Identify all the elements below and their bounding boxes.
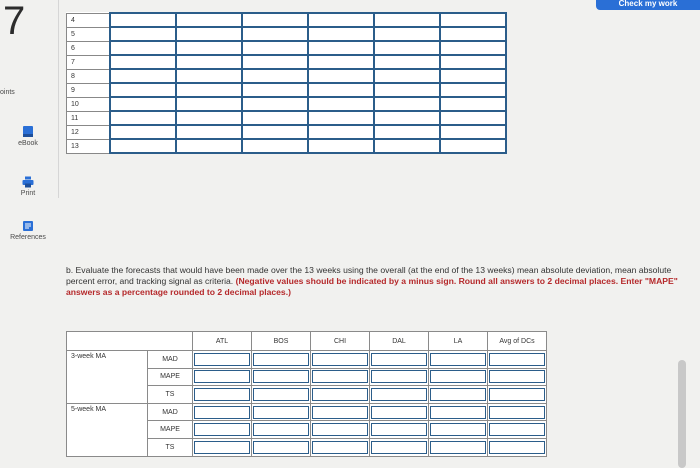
forecast-input-cell[interactable] [440, 111, 506, 125]
answer-cell [311, 403, 370, 421]
answer-input[interactable] [430, 441, 486, 454]
forecast-input-cell[interactable] [308, 125, 374, 139]
forecast-input-cell[interactable] [242, 13, 308, 27]
answer-input[interactable] [312, 441, 368, 454]
column-header: DAL [370, 332, 429, 351]
metric-label: TS [148, 438, 193, 456]
forecast-input-cell[interactable] [374, 27, 440, 41]
forecast-input-cell[interactable] [242, 111, 308, 125]
table-row [67, 69, 507, 83]
column-header: Avg of DCs [488, 332, 547, 351]
forecast-input-cell[interactable] [440, 41, 506, 55]
answer-input[interactable] [489, 388, 545, 401]
forecast-input-cell[interactable] [440, 97, 506, 111]
answer-cell [370, 368, 429, 386]
week-number: 4 [67, 13, 111, 27]
week-number: 6 [67, 41, 111, 55]
answer-cell [311, 386, 370, 404]
method-label: 3-week MA [67, 351, 148, 404]
forecast-input-cell[interactable] [374, 139, 440, 153]
answer-input[interactable] [253, 353, 309, 366]
answer-cell [488, 386, 547, 404]
table-row [67, 27, 507, 41]
column-header: BOS [252, 332, 311, 351]
answer-input[interactable] [371, 406, 427, 419]
print-icon [22, 176, 34, 188]
table-row [67, 351, 547, 369]
answer-cell [370, 351, 429, 369]
table-row [67, 139, 507, 153]
forecast-input-cell[interactable] [308, 139, 374, 153]
forecast-input-cell[interactable] [176, 83, 242, 97]
answer-input[interactable] [312, 370, 368, 383]
answer-input[interactable] [371, 441, 427, 454]
forecast-input-cell[interactable] [176, 139, 242, 153]
forecast-input-cell[interactable] [176, 13, 242, 27]
answer-cell [193, 438, 252, 456]
forecast-input-cell[interactable] [440, 125, 506, 139]
forecast-input-cell[interactable] [308, 111, 374, 125]
sidebar-item-label: Print [20, 190, 36, 197]
answer-cell [429, 351, 488, 369]
answer-input[interactable] [430, 370, 486, 383]
column-header: ATL [193, 332, 252, 351]
answer-input[interactable] [312, 388, 368, 401]
forecast-input-cell[interactable] [308, 83, 374, 97]
answer-cell [429, 421, 488, 439]
column-header: CHI [311, 332, 370, 351]
forecast-input-cell[interactable] [176, 27, 242, 41]
table-row [67, 83, 507, 97]
forecast-input-cell[interactable] [110, 13, 176, 27]
answer-input[interactable] [489, 441, 545, 454]
answer-cell [370, 386, 429, 404]
answer-input[interactable] [194, 441, 250, 454]
check-my-work-button[interactable]: Check my work [596, 0, 700, 10]
forecast-input-cell[interactable] [242, 69, 308, 83]
forecast-input-cell[interactable] [242, 97, 308, 111]
forecast-input-cell[interactable] [374, 125, 440, 139]
answer-input[interactable] [430, 406, 486, 419]
answer-cell [193, 386, 252, 404]
answer-cell [370, 403, 429, 421]
forecast-input-cell[interactable] [110, 97, 176, 111]
forecast-input-cell[interactable] [440, 139, 506, 153]
answer-input[interactable] [371, 388, 427, 401]
question-text [66, 265, 678, 298]
answer-cell [488, 421, 547, 439]
answer-cell [429, 386, 488, 404]
forecast-input-cell[interactable] [110, 55, 176, 69]
sidebar-item-label: eBook [18, 140, 38, 147]
week-number: 8 [67, 69, 111, 83]
answer-input[interactable] [371, 423, 427, 436]
forecast-input-cell[interactable] [110, 69, 176, 83]
answer-cell [193, 421, 252, 439]
answer-input[interactable] [194, 423, 250, 436]
answer-cell [429, 403, 488, 421]
answer-input[interactable] [489, 406, 545, 419]
answer-input[interactable] [430, 353, 486, 366]
answer-input[interactable] [312, 423, 368, 436]
table-row [67, 41, 507, 55]
answer-input[interactable] [194, 388, 250, 401]
metric-label: TS [148, 386, 193, 404]
points-label: oints [0, 89, 15, 96]
table-row [67, 125, 507, 139]
forecast-input-cell[interactable] [308, 55, 374, 69]
metric-label: MAPE [148, 421, 193, 439]
answer-cell [429, 438, 488, 456]
question-text-instructions: (Negative values should be indicated by a minus sign. Round all answers to 2 decimal places. Enter "MAPE" answers as a percentage rounded to 2 decimal places.) [66, 276, 678, 297]
answer-input[interactable] [194, 353, 250, 366]
forecast-input-cell[interactable] [440, 83, 506, 97]
answer-cell [488, 403, 547, 421]
header-blank [67, 332, 193, 351]
forecast-input-cell[interactable] [242, 125, 308, 139]
forecast-input-cell[interactable] [308, 27, 374, 41]
answer-input[interactable] [312, 406, 368, 419]
answer-cell [252, 421, 311, 439]
forecast-input-cell[interactable] [110, 27, 176, 41]
forecast-input-cell[interactable] [440, 27, 506, 41]
forecast-input-table [66, 12, 507, 154]
forecast-input-cell[interactable] [242, 139, 308, 153]
answer-input[interactable] [253, 406, 309, 419]
forecast-input-cell[interactable] [110, 83, 176, 97]
week-number: 13 [67, 139, 111, 153]
week-number: 11 [67, 111, 111, 125]
forecast-input-cell[interactable] [374, 55, 440, 69]
answer-cell [311, 368, 370, 386]
answer-input[interactable] [253, 370, 309, 383]
forecast-input-cell[interactable] [110, 111, 176, 125]
forecast-input-cell[interactable] [308, 41, 374, 55]
answer-input[interactable] [430, 388, 486, 401]
answer-cell [429, 368, 488, 386]
forecast-input-cell[interactable] [440, 69, 506, 83]
answer-input[interactable] [194, 370, 250, 383]
week-number: 9 [67, 83, 111, 97]
forecast-input-cell[interactable] [110, 139, 176, 153]
forecast-input-cell[interactable] [176, 41, 242, 55]
forecast-input-cell[interactable] [374, 111, 440, 125]
forecast-input-cell[interactable] [440, 13, 506, 27]
question-number: 7 [3, 0, 26, 43]
answer-cell [370, 421, 429, 439]
answer-cell [252, 351, 311, 369]
table-row [67, 13, 507, 27]
forecast-input-cell[interactable] [242, 27, 308, 41]
forecast-input-cell[interactable] [308, 69, 374, 83]
answer-input[interactable] [489, 353, 545, 366]
answer-input[interactable] [489, 423, 545, 436]
metric-label: MAPE [148, 368, 193, 386]
references-icon [22, 220, 34, 232]
answer-cell [193, 368, 252, 386]
table-row [67, 55, 507, 69]
answer-cell [370, 438, 429, 456]
answer-cell [252, 403, 311, 421]
week-number: 10 [67, 97, 111, 111]
answer-cell [488, 351, 547, 369]
forecast-input-cell[interactable] [176, 125, 242, 139]
answer-input[interactable] [253, 423, 309, 436]
forecast-input-cell[interactable] [374, 83, 440, 97]
week-number: 5 [67, 27, 111, 41]
sidebar-item-references[interactable] [0, 220, 56, 241]
forecast-input-cell[interactable] [176, 97, 242, 111]
answer-input[interactable] [371, 370, 427, 383]
answer-cell [252, 368, 311, 386]
forecast-input-cell[interactable] [110, 125, 176, 139]
question-text-normal: b. Evaluate the forecasts that would have been made over the 13 weeks using the overall (at the end of the 13 weeks) mean absolute deviation, mean absolute percent error, and tracking signal as criteria. [66, 265, 672, 286]
sidebar-divider [58, 0, 59, 198]
forecast-input-cell[interactable] [176, 69, 242, 83]
table-row [67, 403, 547, 421]
metric-label: MAD [148, 403, 193, 421]
answer-input[interactable] [312, 353, 368, 366]
week-number: 12 [67, 125, 111, 139]
answer-input[interactable] [489, 370, 545, 383]
forecast-input-cell[interactable] [374, 97, 440, 111]
answer-input[interactable] [253, 441, 309, 454]
answer-cell [488, 368, 547, 386]
forecast-input-cell[interactable] [242, 55, 308, 69]
table-row [67, 111, 507, 125]
evaluation-table [66, 331, 547, 457]
header-row [67, 332, 547, 351]
answer-cell [488, 438, 547, 456]
sidebar-item-label: References [10, 234, 46, 241]
answer-input[interactable] [253, 388, 309, 401]
forecast-input-cell[interactable] [440, 55, 506, 69]
forecast-input-cell[interactable] [374, 69, 440, 83]
answer-input[interactable] [371, 353, 427, 366]
forecast-input-cell[interactable] [308, 13, 374, 27]
forecast-input-cell[interactable] [374, 13, 440, 27]
answer-input[interactable] [430, 423, 486, 436]
forecast-input-cell[interactable] [176, 55, 242, 69]
answer-input[interactable] [194, 406, 250, 419]
column-header: LA [429, 332, 488, 351]
sidebar-item-ebook[interactable] [0, 125, 56, 147]
answer-cell [193, 351, 252, 369]
metric-label: MAD [148, 351, 193, 369]
sidebar-item-print[interactable] [0, 176, 56, 197]
answer-cell [252, 386, 311, 404]
answer-cell [193, 403, 252, 421]
forecast-input-cell[interactable] [242, 41, 308, 55]
method-label: 5-week MA [67, 403, 148, 456]
week-number: 7 [67, 55, 111, 69]
forecast-input-cell[interactable] [110, 41, 176, 55]
scrollbar[interactable] [678, 360, 686, 468]
forecast-input-cell[interactable] [308, 97, 374, 111]
ebook-icon [22, 125, 34, 138]
answer-cell [311, 438, 370, 456]
forecast-input-cell[interactable] [374, 41, 440, 55]
table-row [67, 97, 507, 111]
answer-cell [311, 351, 370, 369]
answer-cell [252, 438, 311, 456]
forecast-input-cell[interactable] [176, 111, 242, 125]
forecast-input-cell[interactable] [242, 83, 308, 97]
answer-cell [311, 421, 370, 439]
